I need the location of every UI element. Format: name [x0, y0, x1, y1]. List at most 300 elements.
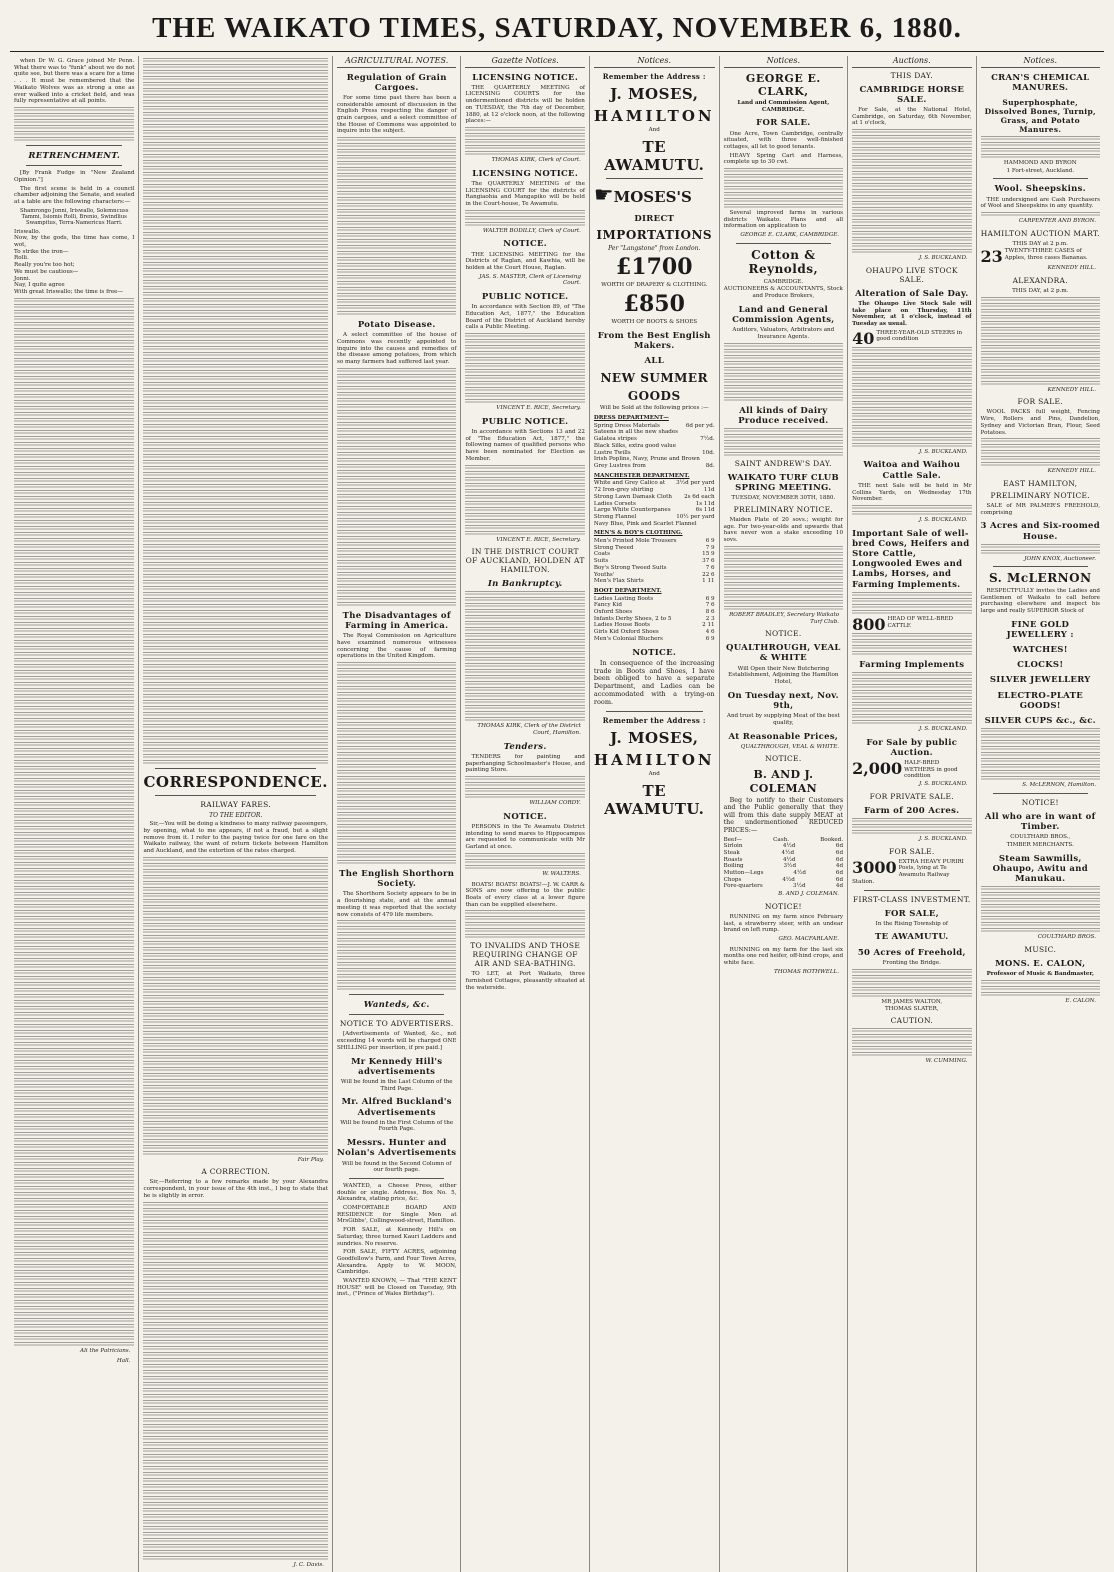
- letter-title: RAILWAY FARES.: [200, 800, 272, 809]
- columns: [10, 56, 1104, 1568]
- price-row: [594, 501, 715, 508]
- price-row: [594, 443, 715, 450]
- price-cell: 6d: [835, 876, 844, 883]
- price-cell: Spring Dress Materials: [593, 422, 660, 429]
- notice-heading: IN THE DISTRICT COURT OF AUCKLAND, HOLDEN AT HAMILTON.: [465, 547, 585, 575]
- column-header: AGRICULTURAL NOTES.: [337, 56, 456, 68]
- article-text: A select committee of the house of Commons was recently appointed to inquire into the causes and remedies of the disease among potatoes, from which so many farmers had suffered last year.: [336, 332, 457, 366]
- price-cell: Youths': [593, 571, 615, 578]
- letter-text: Sir,—You will be doing a kindness to many railway passengers, by opening, what to me appears, if not a fraud, but a slight remove from it. I refer to the paying twice for one fare on the Waikato railway, the want of return tickets between Hamilton and Auckland, and the extortion of the rates charged.: [143, 821, 328, 854]
- notice-heading: NOTICE!: [1021, 797, 1059, 807]
- butcher-name-2: B. AND J. COLEMAN: [749, 768, 817, 795]
- auction-heading: CAUTION.: [890, 1015, 934, 1025]
- article-heading: The English Shorthorn Society.: [339, 869, 455, 890]
- summer-heading: NEW SUMMER: [600, 370, 709, 385]
- butcher-signature-2: B. AND J. COLEMAN.: [778, 891, 840, 898]
- butcher-signature: QUALTHROUGH, VEAL & WHITE.: [740, 743, 840, 750]
- price-cell: 1 11: [702, 578, 715, 585]
- column-2: [138, 56, 332, 1572]
- goods-heading: GOODS: [627, 388, 681, 403]
- auction-text: In the Rising Township of: [875, 920, 948, 927]
- price-row: [724, 877, 843, 884]
- agent-name: THOMAS SLATER,: [884, 1006, 939, 1013]
- merchant-name: HAMMOND AND BYRON: [1003, 159, 1077, 166]
- ship-note: Per "Langstone" from London.: [608, 244, 701, 252]
- column-header: Notices.: [724, 56, 843, 68]
- price-cell: 6 9: [705, 635, 715, 642]
- notice-heading: NOTICE.: [503, 239, 548, 250]
- notice-signature: GEO. MACFARLANE.: [778, 935, 840, 942]
- price-row: [594, 545, 715, 552]
- price-row: [594, 538, 715, 545]
- price-cell: 11d: [703, 487, 715, 494]
- auction-text: For Sale, at the National Hotel, Cambridge, on Saturday, 6th November, at 1 o'clock,: [852, 106, 972, 127]
- price-row: [724, 850, 843, 857]
- auction-title: Waitoa and Waihou Cattle Sale.: [863, 460, 961, 481]
- price-cell: 7½d.: [700, 436, 715, 443]
- price-cell: 2 11: [702, 622, 715, 629]
- article-text: The Shorthorn Society appears to be in a flourishing state, and at the annual meeting it was reported that the society now consists of 479 life members.: [336, 891, 457, 918]
- notice-heading: NOTICE TO ADVERTISERS.: [339, 1019, 454, 1029]
- auction-heading: PRELIMINARY NOTICE.: [990, 491, 1090, 500]
- price-cell: 15 9: [702, 551, 715, 558]
- price-row: [594, 456, 715, 463]
- masthead: THE WAIKATO TIMES, SATURDAY, NOVEMBER 6, 1880.: [10, 8, 1104, 52]
- notice-heading: NOTICE.: [765, 754, 802, 764]
- firm-name: COULTHARD BROS.,: [1010, 834, 1071, 841]
- classified-ad: FOR SALE, FIFTY ACRES, adjoining Goodfellow's Farm, and Four Town Acres, Alexandra. Apply to W. MOON, Cambridge.: [336, 1249, 457, 1276]
- price-cell: Girls Kid Oxford Shoes: [593, 629, 659, 636]
- firm-signature: COULTHARD BROS.: [1037, 934, 1096, 941]
- price-row: [594, 572, 715, 579]
- dairy-heading: All kinds of Dairy Produce received.: [738, 405, 829, 426]
- price-cell: 10d.: [702, 449, 715, 456]
- price-cell: 6d: [835, 843, 844, 850]
- price-cell: 4d: [835, 883, 844, 890]
- sale-item: HEAVY Spring Cart and Harness, complete up to 30 cwt.: [723, 152, 844, 166]
- turf-date: TUESDAY, NOVEMBER 30TH, 1880.: [731, 495, 836, 502]
- direct-label: DIRECT: [634, 214, 675, 225]
- makers-line: From the Best English Makers.: [597, 331, 711, 352]
- column-header: Auctions.: [852, 56, 971, 68]
- auction-heading: FOR SALE.: [889, 846, 935, 856]
- article-text: The first scene is held in a council chamber adjoining the Senate, and seated at a table are the following characters:—: [14, 185, 135, 205]
- section-heading: CORRESPONDENCE.: [143, 773, 328, 791]
- auction-heading: FOR PRIVATE SALE.: [869, 791, 954, 801]
- price-cell: Men's Flax Shirts: [593, 578, 644, 585]
- article-text: For some time past there has been a considerable amount of discussion in the English Press respecting the danger of grain cargoes, and a select committee of the House of Commons was appointed to inquire into the subject.: [336, 94, 457, 135]
- auction-text: Fronting the Bridge.: [882, 959, 941, 966]
- address-label-2: Remember the Address :: [602, 715, 706, 725]
- jewellery-item: SILVER CUPS &c., &c.: [984, 716, 1096, 726]
- music-teacher: MONS. E. CALON,: [995, 958, 1086, 969]
- merchant-signature: CARPENTER AND BYRON.: [1018, 217, 1096, 224]
- price-row: [724, 883, 843, 890]
- agent-name: MR JAMES WALTON,: [881, 998, 943, 1005]
- all-label: ALL: [644, 356, 664, 367]
- notice-heading: Mr Kennedy Hill's advertisements: [351, 1056, 443, 1077]
- price-cell: Fancy Kid: [593, 602, 622, 609]
- merchant-address: 1 Fort-street, Auckland.: [1006, 167, 1075, 174]
- price-row: [594, 616, 715, 623]
- auction-title: Farm of 200 Acres.: [864, 805, 960, 816]
- merchant-town-2: TE AWAMUTU.: [604, 137, 705, 174]
- jewellery-item: FINE GOLD JEWELLERY :: [1006, 619, 1074, 640]
- price-cell: Irish Poplins, Navy, Prune and Brown: [593, 456, 700, 463]
- column-header: Notices.: [981, 56, 1100, 68]
- price-cell: Grey Lustres from: [593, 463, 646, 469]
- notice-heading: LICENSING NOTICE.: [472, 168, 579, 179]
- firm-desc: Auditors, Valuators, Arbitrators and Insurance Agents.: [732, 327, 835, 340]
- auction-heading: HAMILTON AUCTION MART.: [980, 228, 1100, 238]
- article-title: RETRENCHMENT.: [28, 150, 121, 161]
- price-row: [594, 487, 715, 494]
- price-cell: Galatea stripes: [593, 436, 637, 443]
- price-cell: 4½d: [781, 849, 795, 856]
- price-cell: Suits: [593, 558, 609, 565]
- letter-signature-2: J. C. Davis.: [293, 1561, 324, 1568]
- dress-heading: DRESS DEPARTMENT—: [593, 415, 669, 422]
- music-signature: E. CALON.: [1065, 997, 1096, 1004]
- price-cell: 2s 6d each: [684, 493, 715, 500]
- price-row: [724, 863, 843, 870]
- notice-heading: NOTICE!: [764, 901, 802, 911]
- auction-title: For Sale by public Auction.: [866, 737, 958, 758]
- turf-text: Maiden Plate of 20 sovs.; weight for age. For two-year-olds and upwards that have never won a stake exceeding 10 sovs.: [723, 517, 844, 544]
- price-cell: Ladies House Boots: [593, 622, 651, 629]
- mens-heading: MEN'S & BOY'S CLOTHING.: [593, 530, 683, 537]
- price-1700-label: WORTH OF DRAPERY & CLOTHING.: [601, 282, 708, 289]
- boot-list: [594, 596, 715, 643]
- price-row: [724, 870, 843, 877]
- merchant-name: J. MOSES,: [610, 84, 699, 103]
- manure-types: Superphosphate, Dissolved Bones, Turnip, Grass, and Potato Manures.: [984, 97, 1096, 134]
- notice-title: All who are in want of Timber.: [984, 811, 1096, 833]
- price-cell: Steak: [723, 849, 740, 856]
- moses-heading: MOSES'S: [613, 187, 692, 206]
- price-cell: Strong Lawn Damask Cloth: [593, 493, 672, 500]
- notice-signature: VINCENT E. RICE, Secretary.: [496, 536, 581, 543]
- address-label: Remember the Address :: [602, 71, 706, 81]
- pointing-hand-icon: ☛MOSES'S: [593, 182, 692, 208]
- price-cell: 7 6: [705, 602, 715, 609]
- price-cell: Booked.: [820, 836, 844, 843]
- notice-heading: NOTICE.: [503, 811, 548, 822]
- article-heading: The Disadvantages of Farming in America.: [342, 610, 451, 632]
- lot-desc: HEAD OF WELL-BRED CATTLE: [887, 615, 954, 629]
- notice-text: In accordance with Section 89, of "The Education Act, 1877," the Education Board of the District of Auckland hereby calls a Public Meeting.: [465, 304, 585, 331]
- price-cell: Boy's Strong Tweed Suits: [593, 564, 667, 571]
- column-1: [10, 56, 138, 1572]
- auction-time: THIS DAY at 2 p.m.: [1012, 240, 1068, 247]
- notice-heading: Messrs. Hunter and Nolan's Advertisements: [337, 1138, 457, 1159]
- turf-heading: WAIKATO TURF CLUB SPRING MEETING.: [727, 472, 839, 494]
- notice-heading: PUBLIC NOTICE.: [481, 416, 569, 427]
- classified-ad: TO LET, at Port Waikato, three furnished Cottages, pleasantly situated at the waterside.: [465, 971, 585, 991]
- firm-desc: AUCTIONEERS & ACCOUNTANTS, Stock and Produce Brokers,: [723, 286, 843, 300]
- notice-signature: W. CUMMING.: [925, 1057, 968, 1064]
- price-cell: 3½d: [783, 863, 797, 870]
- price-row: [594, 596, 715, 603]
- firm-role: TIMBER MERCHANTS.: [1006, 841, 1074, 848]
- price-cell: 4½d: [782, 843, 796, 850]
- price-cell: 22 6: [702, 571, 715, 578]
- lot-count: 40: [852, 328, 875, 348]
- auctioneer-signature: KENNEDY HILL.: [1047, 265, 1096, 272]
- merchant-town-3: HAMILTON: [593, 750, 715, 769]
- wool-text: THE undersigned are Cash Purchasers of Wool and Sheepskins in any quantity.: [980, 196, 1100, 210]
- price-row: [594, 636, 715, 643]
- classified-ad: BOATS! BOATS! BOATS!—J. W. CARR & SONS are now offering to the public Boats of every class at a lower figure than can be supplied elsewhere.: [465, 881, 585, 908]
- notice-text: [Advertisements of Wanted, &c., not exceeding 14 words will be charged ONE SHILLING per insertion, if pre paid.]: [336, 1031, 457, 1051]
- lot-count: 3000: [852, 857, 897, 877]
- price-row: [594, 551, 715, 558]
- auction-text: The Ohaupo Live Stock Sale will take place on Thursday, 11th November, at 1 o'clock, instead of Tuesday as usual.: [852, 300, 972, 328]
- price-cell: Sateens in all the new shades: [593, 429, 679, 436]
- price-cell: White and Grey Calico at: [593, 480, 666, 487]
- price-cell: 6 9: [705, 595, 715, 602]
- auctioneer-signature: KENNEDY HILL.: [1047, 386, 1096, 393]
- merchant-town-4: TE AWAMUTU.: [604, 781, 705, 818]
- price-cell: 3½d: [793, 883, 806, 890]
- price-row: [594, 436, 715, 443]
- price-cell: 6d: [835, 870, 844, 877]
- auction-title: 3 Acres and Six-roomed House.: [980, 521, 1100, 542]
- notice-text: THE LICENSING MEETING for the Districts of Raglan, and Kawhia, will be holden at the Court House, Raglan.: [465, 251, 585, 271]
- notice-text: In consequence of the increasing trade in Boots and Shoes, I have been obliged to have a separate Department, and Ladies can be accommodated with a trying-on room.: [593, 658, 715, 706]
- forsale-heading: FOR SALE.: [756, 118, 811, 129]
- price-cell: Cash.: [773, 836, 790, 843]
- price-cell: 1s 11d: [695, 500, 715, 507]
- article-heading: Regulation of Grain Cargoes.: [346, 72, 447, 93]
- auction-heading: FIRST-CLASS INVESTMENT.: [852, 894, 971, 904]
- notice-signature: THOMAS ROTHWELL.: [774, 968, 840, 975]
- letter-title-2: A CORRECTION.: [201, 1167, 271, 1177]
- article-heading: Potato Disease.: [357, 320, 436, 331]
- auction-time: THIS DAY, at 2 p.m.: [1012, 288, 1069, 295]
- sold-line: Will be Sold at the following prices :—: [599, 405, 709, 412]
- classified-ad: WANTED KNOWN, — That "THE KENT HOUSE" will be Closed on Tuesday, 9th inst., ("Prince of Wales Birthday").: [336, 1278, 457, 1298]
- notice-signature: VINCENT E. RICE, Secretary.: [496, 405, 581, 412]
- notice-text: TENDERS for painting and paperhanging Schoolmaster's House, and painting Store.: [465, 754, 585, 774]
- column-3: [332, 56, 460, 1572]
- price-cell: 37 6: [702, 558, 715, 565]
- price-cell: 72 Iron-grey shirting: [593, 487, 654, 494]
- price-row: [594, 463, 715, 470]
- price-row: [594, 602, 715, 609]
- letter-addressee: TO THE EDITOR.: [209, 812, 263, 819]
- notice-signature: WILLIAM CORDY.: [529, 800, 581, 807]
- classified-ad: WANTED, a Cheese Press, either double or single. Address, Box No. 5, Alexandra, stating price, &c.: [336, 1182, 457, 1203]
- butcher-name: QUALTHROUGH, VEAL & WHITE: [726, 643, 841, 664]
- merchant-town: HAMILTON: [593, 106, 715, 125]
- notice-heading: NOTICE.: [765, 629, 802, 639]
- column-8: [976, 56, 1104, 1572]
- price-1700: £1700: [615, 253, 693, 280]
- auctioneer-signature: J. S. BUCKLAND.: [918, 725, 968, 732]
- price-cell: 6d per yd.: [685, 422, 715, 429]
- auction-title: FOR SALE,: [884, 908, 939, 919]
- auction-title: CAMBRIDGE HORSE SALE.: [859, 84, 965, 105]
- letter-signature: Fair Play.: [297, 1156, 324, 1163]
- saint-andrews-heading: SAINT ANDREW'S DAY.: [734, 458, 832, 468]
- price-cell: 3½d per yard: [676, 480, 715, 487]
- wool-heading: Wool. Sheepskins.: [994, 184, 1086, 195]
- price-row: [594, 558, 715, 565]
- lot-desc: HALF-BRED WETHERS in good condition: [904, 760, 958, 780]
- price-row: [594, 622, 715, 629]
- auction-text: SALE of MR PALMER'S FREEHOLD, comprising: [980, 503, 1100, 516]
- turf-signature: ROBERT BRADLEY, Secretary Waikato Turf Club.: [729, 611, 840, 625]
- manure-heading: CRAN'S CHEMICAL MANURES.: [991, 72, 1090, 93]
- butcher-date: On Tuesday next, Nov. 9th,: [727, 690, 839, 711]
- price-cell: 4½d: [782, 876, 795, 883]
- notice-text: Will be found in the First Column of the Fourth Page.: [340, 1119, 454, 1133]
- price-cell: 2 3: [705, 615, 715, 622]
- firm-mills: Steam Sawmills, Ohaupo, Awitu and Manukau.: [992, 853, 1088, 885]
- auctioneer-signature: KENNEDY HILL.: [1047, 468, 1096, 475]
- auction-heading: OHAUPO LIVE STOCK SALE.: [865, 265, 958, 284]
- jewellery-item: CLOCKS!: [1017, 660, 1064, 671]
- column-6: [719, 56, 847, 1572]
- auction-heading: ALEXANDRA.: [1012, 276, 1068, 286]
- auctioneer-signature: J. S. BUCKLAND.: [918, 255, 968, 262]
- auction-title: Alteration of Sale Day.: [855, 288, 969, 299]
- price-cell: Mutton—Legs: [723, 870, 764, 877]
- butcher-text-2: Beg to notify to their Customers and the Public generally that they will from this date supply MEAT at the undermentioned REDUCED PRICES:—: [723, 796, 844, 834]
- price-row: [594, 514, 715, 521]
- price-cell: Fore-quarters: [723, 883, 763, 890]
- forsale-heading: FOR SALE.: [1017, 397, 1063, 407]
- merchant-name-2: J. MOSES,: [610, 728, 699, 747]
- price-cell: Strong Tweed: [593, 544, 634, 551]
- lot-count: 23: [980, 247, 1003, 267]
- lot-count: 2,000: [852, 759, 903, 779]
- price-row: [594, 450, 715, 457]
- notice-heading: PUBLIC NOTICE.: [481, 292, 569, 303]
- price-row: [594, 423, 715, 430]
- manchester-heading: MANCHESTER DEPARTMENT.: [593, 472, 690, 479]
- price-cell: Men's Colonial Bluchers: [593, 635, 663, 642]
- firm-town: CAMBRIDGE.: [763, 278, 804, 285]
- price-cell: Boiling: [723, 863, 744, 870]
- manchester-list: [594, 480, 715, 527]
- notice-text: Will be found in the Second Column of our fourth page.: [342, 1160, 452, 1174]
- price-cell: 4d: [835, 863, 844, 870]
- auctioneer-signature: JOHN KNOX, Auctioneer.: [1024, 555, 1096, 562]
- auctioneer-signature: J. S. BUCKLAND.: [918, 448, 968, 455]
- notice-text: RUNNING on my farm since February last, a strawberry steer, with an undear brand on left rump.: [723, 913, 844, 934]
- price-cell: Infants Derby Shoes, 2 to 5: [593, 615, 672, 622]
- price-cell: Lustre Twills: [593, 449, 631, 456]
- meat-price-list: [724, 837, 843, 891]
- firm-role: Land and General Commission Agents,: [732, 304, 835, 325]
- jeweller-text: RESPECTFULLY invites the Ladies and Gentlemen of Waikato to call before purchasing elsewhere and inspect his large and really SUPERIOR Stock of: [980, 587, 1100, 614]
- agent-name: GEORGE E. CLARK,: [745, 71, 821, 98]
- music-title: Professor of Music & Bandmaster,: [986, 971, 1094, 978]
- sale-item: One Acre, Town Cambridge, centrally situated, with three well-finished cottages, all let to good tenants.: [723, 130, 844, 150]
- price-cell: Roasts: [723, 856, 743, 863]
- notice-signature: JAS. S. MASTER, Clerk of Licensing Court.: [479, 273, 581, 287]
- prelim-heading: PRELIMINARY NOTICE.: [733, 505, 834, 515]
- price-cell: 7 9: [705, 544, 715, 551]
- price-row: [594, 429, 715, 436]
- price-cell: 4½d: [782, 856, 796, 863]
- auction-text: THE next Sale will be held in Mr Collins Yards, on Wednesday 17th November.: [852, 482, 972, 503]
- section-heading: Wanteds, &c.: [363, 1000, 430, 1011]
- article-intro: when Dr W. G. Grace joined Mr Penn. What there was to "funk" about we do not quite see, but there was a scare for a time . . . It must be remembered that the Waikato Wolves was as strong a one as ever walked into a cricket field, and was fully representative at all points.: [14, 58, 135, 105]
- jewellery-item: ELECTRO-PLATE GOODS!: [997, 690, 1084, 711]
- conjunction-2: And: [648, 770, 660, 777]
- price-cell: 6 9: [705, 538, 715, 545]
- firm-name: Cotton & Reynolds,: [748, 247, 819, 277]
- jeweller-signature: S. McLERNON, Hamilton.: [1022, 782, 1096, 789]
- auction-heading: EAST HAMILTON,: [1003, 479, 1078, 488]
- lot-count: 800: [852, 614, 886, 634]
- column-header: Gazette Notices.: [465, 56, 584, 68]
- article-text: The Royal Commission on Agriculture have examined numerous witnesses concerning the cause of farming operations in the United Kingdom.: [336, 633, 457, 660]
- lot-desc: THREE-YEAR-OLD STEERS in good condition: [876, 329, 963, 343]
- auction-title: TE AWAMUTU.: [875, 932, 949, 943]
- butcher-text: And trust by supplying Meat of the best quality,: [726, 713, 840, 726]
- price-row: [594, 565, 715, 572]
- cast-list: Shamrongo Jonni, Iriswallo, Solemncuss Tammi, Isiomis Rolli, Brenio, Swindlius Swampitus, Terra-Namericus Harri.: [20, 207, 129, 227]
- butcher-prices: At Reasonable Prices,: [728, 731, 839, 742]
- jewellery-item: SILVER JEWELLERY: [989, 675, 1091, 686]
- price-row: [594, 480, 715, 487]
- price-row: [594, 494, 715, 501]
- notice-subheading: In Bankruptcy.: [487, 579, 563, 590]
- notice-signature: WALTER BODILLY, Clerk of Court.: [482, 227, 581, 234]
- price-row: [594, 629, 715, 636]
- price-cell: Men's Printed Mole Trousers: [593, 538, 677, 545]
- lot-desc: TWENTY-THREE CASES of Apples, three cases Bananas.: [1004, 248, 1088, 262]
- price-cell: 6s 11d: [695, 507, 715, 514]
- column-header: Notices.: [594, 56, 715, 68]
- notice-signature: THOMAS KIRK, Clerk of Court.: [491, 157, 581, 163]
- notice-text: Will be found in the Last Column of the Third Page.: [340, 1078, 453, 1092]
- sale-item: Several improved farms in various districts Waikato. Plans and all information on application to: [723, 210, 844, 230]
- notice-heading: Mr. Alfred Buckland's Advertisements: [341, 1097, 452, 1118]
- price-cell: 8d.: [705, 463, 715, 469]
- music-heading: MUSIC.: [1024, 944, 1057, 954]
- auctioneer-signature: J. S. BUCKLAND.: [918, 836, 968, 843]
- notice-signature: THOMAS KIRK, Clerk of the District Court, Hamilton.: [477, 723, 581, 737]
- price-cell: Beef—: [723, 836, 743, 843]
- notice-heading: LICENSING NOTICE.: [472, 72, 579, 83]
- price-cell: 8 6: [705, 609, 715, 616]
- auctioneer-signature: J. S. BUCKLAND.: [918, 516, 968, 523]
- price-row: [594, 578, 715, 585]
- notice-text: RUNNING on my farm for the last six months one red heifer, off-hind crops, and white face.: [723, 946, 844, 967]
- classified-ad: FOR SALE, at Kennedy Hill's on Saturday, three turned Kauri Ladders and sundries. No reserve.: [336, 1227, 457, 1247]
- notice-heading: TO INVALIDS AND THOSE REQUIRING CHANGE OF AIR AND SEA-BATHING.: [470, 941, 581, 969]
- butcher-text: Will Open their New Butchering Establishment, Adjoining the Hamilton Hotel,: [728, 665, 839, 686]
- price-row: [594, 609, 715, 616]
- notice-text: PERSONS in the Te Awamutu District intending to send mares to Hippocampus are requested to communicate with Mr Garland at once.: [465, 824, 585, 851]
- price-cell: Large White Counterpanes: [593, 507, 671, 514]
- dress-list: [594, 423, 715, 470]
- forsale-text: WOOL PACKS full weight, Fencing Wire, Rollers and Pins, Dandelion, Sydney and Victorian Bran, Flour, Seed Potatoes.: [980, 409, 1100, 436]
- price-cell: 6d: [835, 849, 844, 856]
- price-850-label: WORTH OF BOOTS & SHOES: [611, 319, 698, 326]
- importations-heading: IMPORTATIONS: [596, 228, 713, 243]
- price-cell: Navy Blue, Pink and Scarlet Flannel: [593, 520, 697, 527]
- agent-sub: Land and Commission Agent, CAMBRIDGE.: [737, 99, 830, 113]
- price-cell: Ladies Lasting Boots: [593, 595, 654, 602]
- notice-text: In accordance with Sections 13 and 22 of "The Education Act, 1877," the following names of qualified persons who have been nominated for Election as Member.: [465, 429, 585, 462]
- price-row: [594, 507, 715, 514]
